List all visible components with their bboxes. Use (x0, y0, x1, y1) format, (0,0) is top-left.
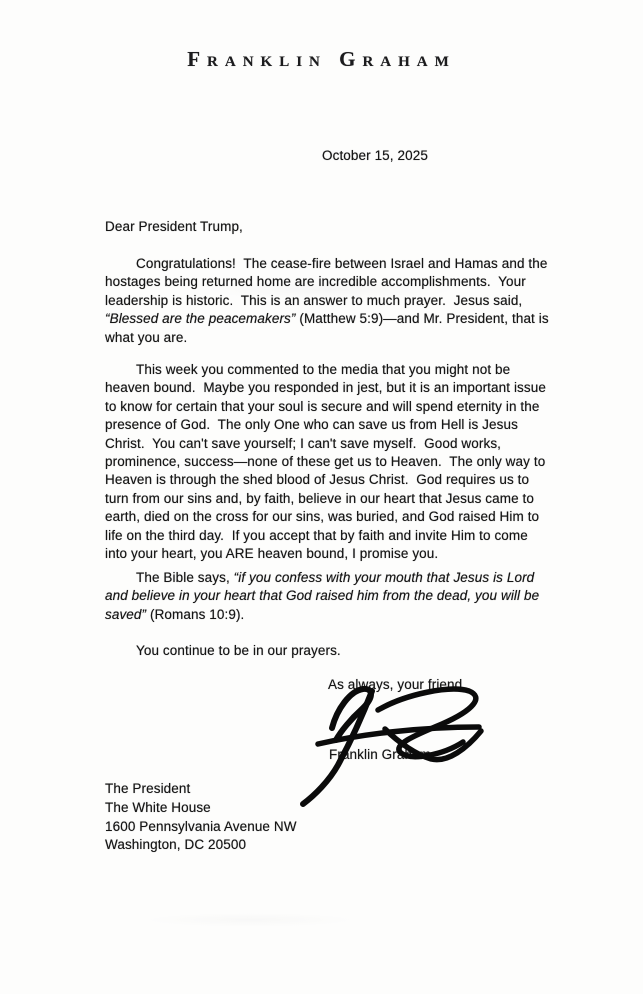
paragraph-bible-says (105, 569, 539, 624)
scripture-quote: “Blessed are the peacemakers” (105, 311, 296, 327)
address-line: The President (105, 781, 191, 796)
text-line: leadership is historic. This is an answer to much prayer. Jesus said, (105, 292, 523, 308)
text-line: to know for certain that your soul is secure and will spend eternity in the (105, 398, 540, 414)
address-line: The White House (105, 799, 211, 815)
scripture-quote: and believe in your heart that God raised him from the dead, you will be (105, 588, 540, 604)
text-line: This week you commented to the media that you might not be (136, 362, 511, 377)
text-line: life on the third day. If you accept that by faith and invite Him to come (105, 527, 528, 543)
scripture-quote: “if you confess with your mouth that Jesus is Lord (233, 570, 535, 585)
recipient-address (105, 780, 297, 855)
text-line: prominence, success—none of these get us to Heaven. The only way to (105, 454, 546, 470)
letterhead (0, 47, 643, 72)
scripture-quote: saved” (105, 606, 147, 622)
text-line: earth, died on the cross for our sins, was buried, and God raised Him to (105, 509, 540, 525)
text-line: what you are. (105, 329, 188, 345)
text-line: presence of God. The only One who can save us from Hell is Jesus (105, 417, 518, 433)
text-line: into your heart, you ARE heaven bound, I promise you. (105, 546, 439, 562)
text-segment: (Matthew 5:9)—and Mr. President, that is (295, 311, 549, 327)
text-line: hostages being returned home are incredible accomplishments. Your (105, 274, 526, 290)
signed-name: Franklin Graham (329, 747, 432, 762)
text-line: Congratulations! The cease-fire between Israel and Hamas and the (136, 256, 548, 271)
text-line: Heaven is through the shed blood of Jesus Christ. God requires us to (105, 472, 530, 488)
address-line: Washington, DC 20500 (105, 837, 247, 853)
paragraph-congratulations (105, 255, 549, 347)
text-line (105, 310, 549, 328)
address-line: 1600 Pennsylvania Avenue NW (105, 818, 297, 834)
text-line: Christ. You can't save yourself; I can't save myself. Good works, (105, 435, 502, 451)
salutation: Dear President Trump, (105, 219, 243, 234)
paragraph-prayers: You continue to be in our prayers. (136, 643, 341, 658)
date-line: October 15, 2025 (322, 148, 428, 163)
text-segment: (Romans 10:9). (146, 606, 245, 622)
text-segment: The Bible says, (136, 570, 234, 585)
letterhead-name: Franklin Graham (187, 47, 456, 71)
paragraph-heaven-bound (105, 361, 546, 563)
text-line (105, 569, 539, 587)
valediction: As always, your friend, (328, 677, 467, 692)
text-line (105, 606, 539, 624)
text-line: turn from our sins and, by faith, believe in our heart that Jesus came to (105, 490, 535, 506)
text-line: heaven bound. Maybe you responded in jest, but it is an important issue (105, 380, 546, 396)
